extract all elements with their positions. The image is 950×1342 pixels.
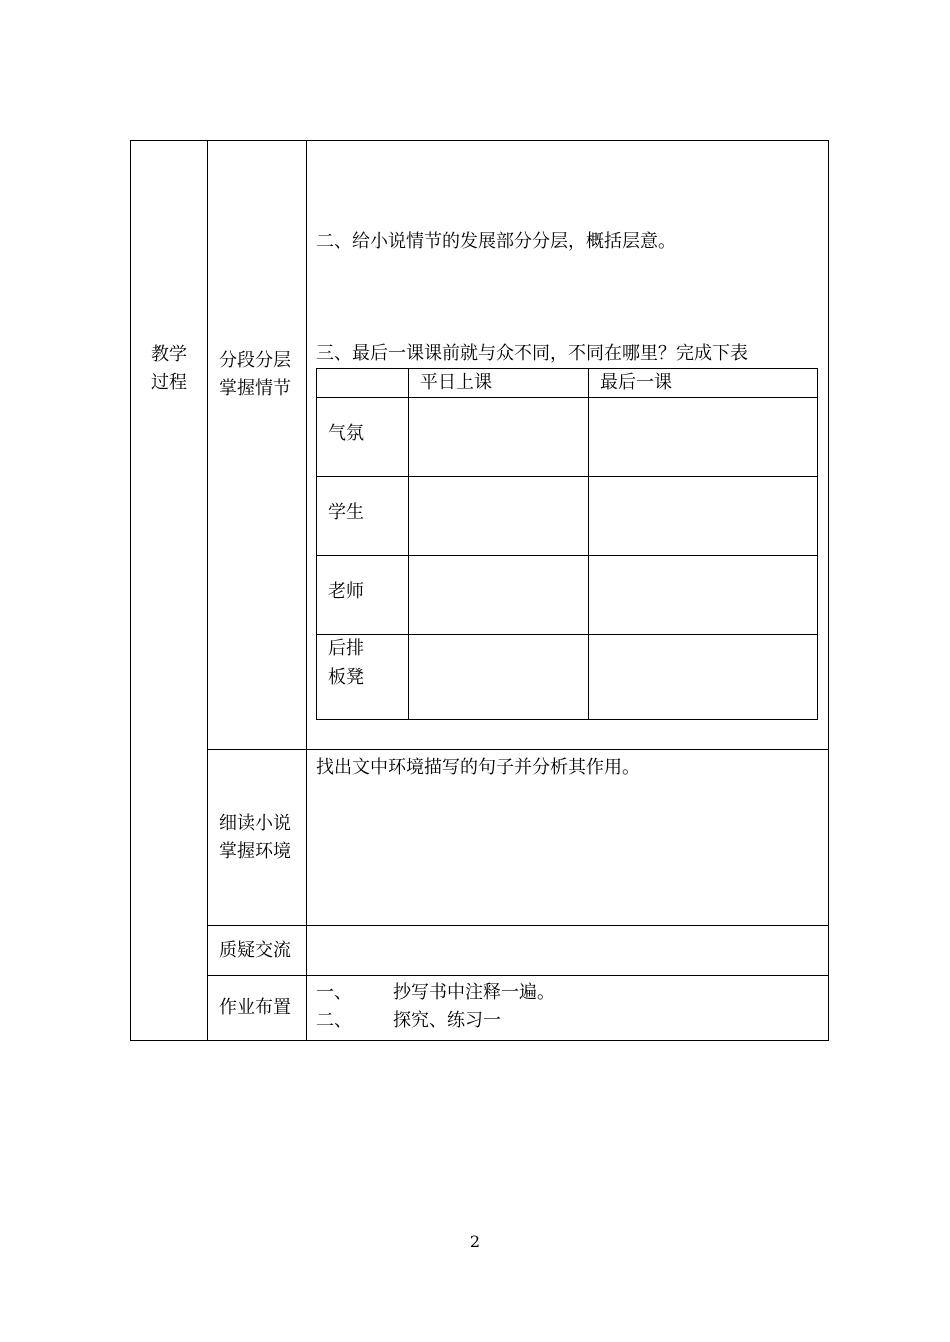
comparison-row-divider xyxy=(316,634,818,635)
comparison-row-label-bench-line1: 后排 xyxy=(328,638,364,659)
environment-task: 找出文中环境描写的句子并分析其作用。 xyxy=(316,757,640,778)
homework-item-2-number: 二、 xyxy=(316,1010,352,1031)
row-divider xyxy=(207,749,829,750)
section-label-line2: 过程 xyxy=(151,372,187,393)
homework-item-2-text: 探究、练习一 xyxy=(393,1010,501,1031)
row-label-homework: 作业布置 xyxy=(219,997,291,1018)
homework-item-1-text: 抄写书中注释一遍。 xyxy=(393,982,555,1003)
column-divider xyxy=(306,140,307,1041)
comparison-row-label-bench-line2: 板凳 xyxy=(328,667,364,688)
plot-item-2: 二、给小说情节的发展部分分层，概括层意。 xyxy=(316,231,676,252)
row-divider xyxy=(207,925,829,926)
row-label-plot-line1: 分段分层 xyxy=(219,350,291,371)
comparison-row-divider xyxy=(316,397,818,398)
row-divider xyxy=(207,975,829,976)
comparison-column-divider xyxy=(408,368,409,720)
comparison-row-divider xyxy=(316,476,818,477)
row-label-plot-line2: 掌握情节 xyxy=(219,378,291,399)
column-divider xyxy=(207,140,208,1041)
comparison-row-divider xyxy=(316,555,818,556)
comparison-header-usual: 平日上课 xyxy=(420,372,492,393)
row-label-discussion: 质疑交流 xyxy=(219,940,291,961)
page-number: 2 xyxy=(469,1232,481,1251)
row-label-environment-line1: 细读小说 xyxy=(219,813,291,834)
comparison-column-divider xyxy=(588,368,589,720)
comparison-row-label-atmosphere: 气氛 xyxy=(328,423,364,444)
section-label-line1: 教学 xyxy=(151,344,187,365)
comparison-row-label-students: 学生 xyxy=(328,502,364,523)
plot-item-3: 三、最后一课课前就与众不同，不同在哪里？完成下表 xyxy=(316,343,748,364)
row-label-environment-line2: 掌握环境 xyxy=(219,841,291,862)
comparison-row-label-teacher: 老师 xyxy=(328,581,364,602)
comparison-table xyxy=(316,368,818,720)
comparison-header-last: 最后一课 xyxy=(600,372,672,393)
homework-item-1-number: 一、 xyxy=(316,982,352,1003)
